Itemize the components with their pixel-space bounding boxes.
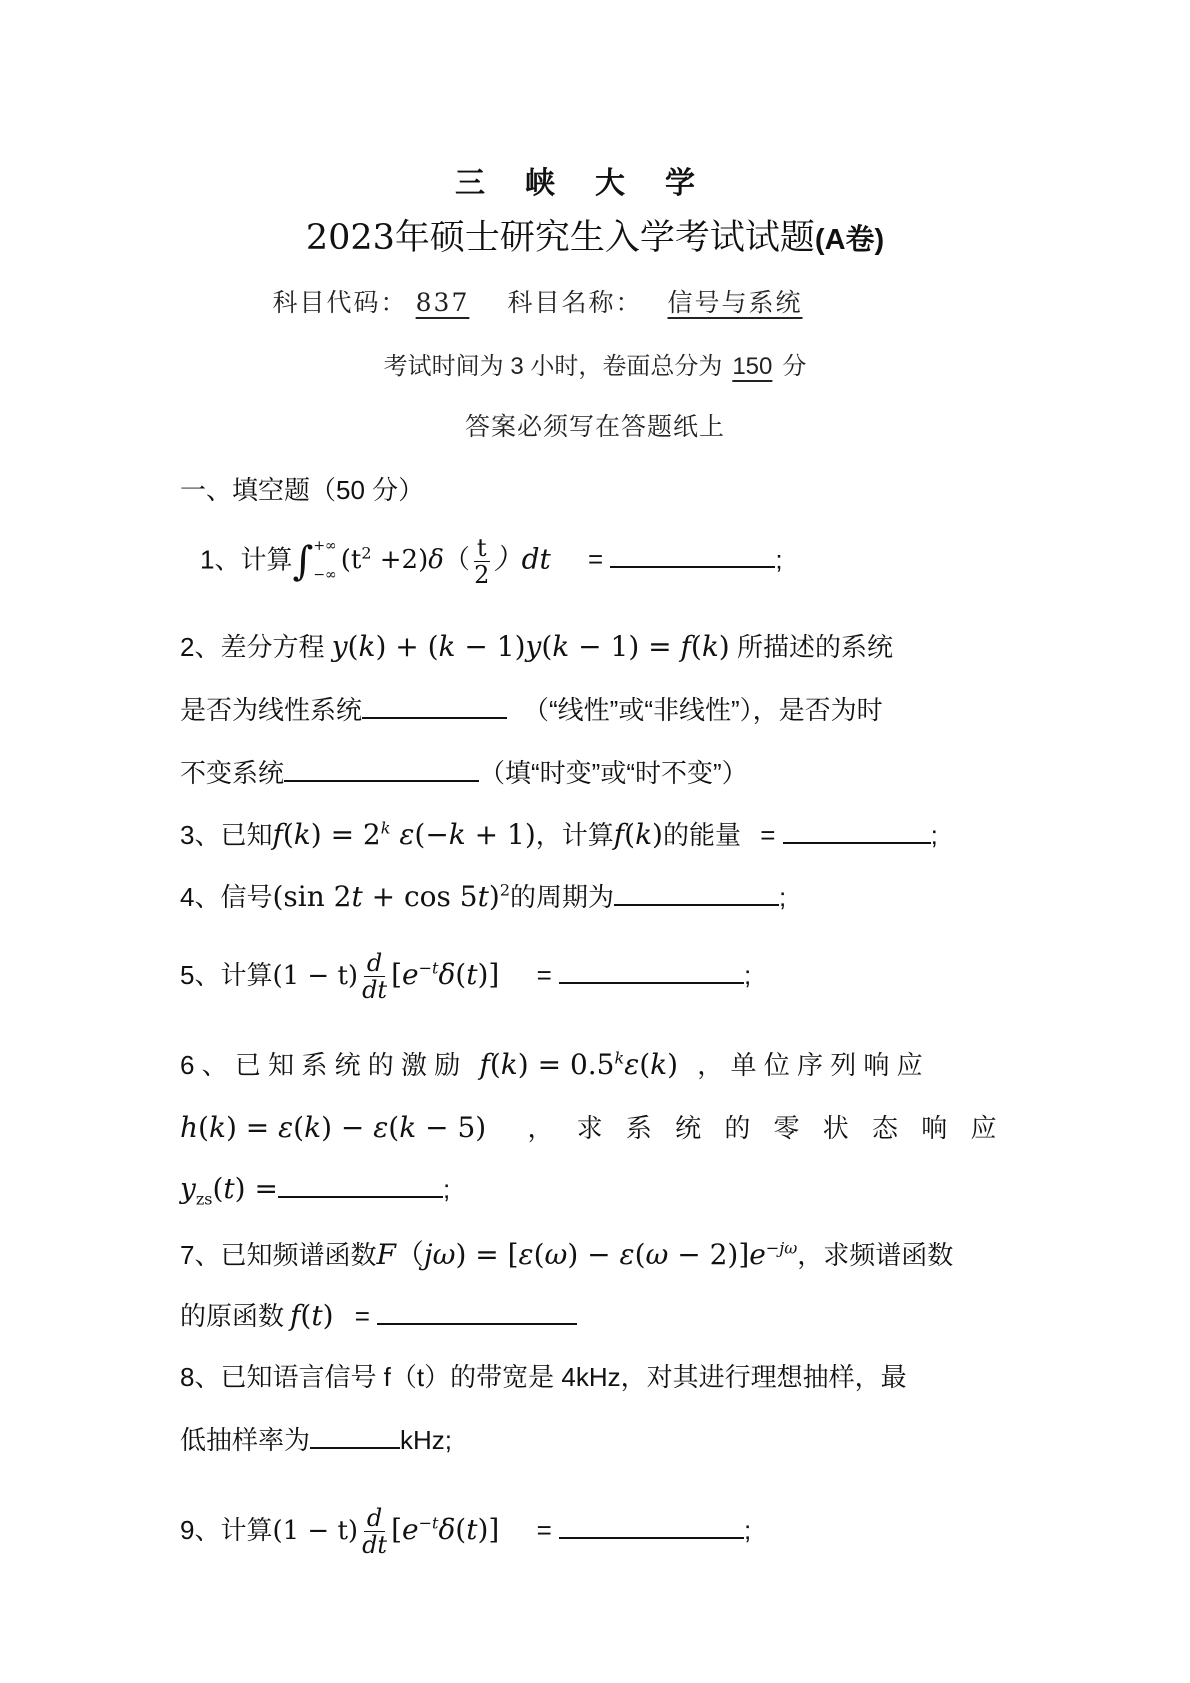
integral-limits: +∞ −∞ <box>313 538 337 584</box>
question-7 <box>180 1233 1020 1273</box>
q3-prefix: 3、已知 <box>180 820 273 850</box>
q2-suffix: 所描述的系统 <box>736 632 893 662</box>
section-heading: 一、填空题（50 分） <box>180 475 425 505</box>
q7-suffix: ，求频谱函数 <box>797 1240 954 1270</box>
q3-blank <box>783 818 931 844</box>
q6-end: ; <box>442 1174 451 1204</box>
university-name: 三峡大学 <box>455 166 735 201</box>
q7-line2-pre: 的原函数 <box>180 1301 285 1331</box>
subject-code: 837 <box>415 288 470 317</box>
total-score: 150 <box>732 353 773 380</box>
time-text-pre: 考试时间为 3 小时，卷面总分为 <box>383 353 723 380</box>
q5-factor: (1 − t) <box>272 960 359 991</box>
q8-line2-pre: 低抽样率为 <box>180 1425 311 1455</box>
q7-spectrum: $F(j\omega) = [\varepsilon(\omega) - \varepsilon(\omega - 2)]e^{-j\omega}$ <box>376 1238 798 1271</box>
q8-line2-post: kHz; <box>400 1425 453 1455</box>
q3-formula: $f(k) = 2^k$ ε(−k + 1) <box>272 818 536 851</box>
q6-yzs: $y_{zs}(t)$ = <box>180 1172 278 1209</box>
q3-end: ; <box>930 820 938 850</box>
question-8: 8、已知语言信号 f（t）的带宽是 4kHz，对其进行理想抽样，最 <box>180 1362 907 1392</box>
question-6-line3 <box>180 1172 1020 1209</box>
question-1 <box>200 532 1040 591</box>
q2-line2-post: （“线性”或“非线性”），是否为时 <box>523 695 883 725</box>
q1-equals: = <box>588 544 604 575</box>
q2-equation: y <box>331 630 348 663</box>
q4-end: ; <box>779 882 787 912</box>
time-text-post: 分 <box>782 353 807 380</box>
q9-bracket: $[e^{-t}\delta(t)]$ <box>391 1512 500 1546</box>
subject-name: 信号与系统 <box>667 288 803 317</box>
q2-line3-post: （填“时变”或“时不变”） <box>479 758 748 788</box>
question-3 <box>180 815 1020 852</box>
exam-title-main: 2023年硕士研究生入学考试试题 <box>305 218 815 258</box>
q5-end: ; <box>744 959 752 990</box>
q6-suffix: ， 单 位 序 列 响 应 <box>697 1050 923 1080</box>
q2-line2-pre: 是否为线性系统 <box>180 695 363 725</box>
subject-code-label: 科目代码： <box>272 288 408 317</box>
q9-derivative: $\frac{d}{dt}$ <box>362 1504 388 1560</box>
q1-dt: ）dt <box>493 542 551 576</box>
q2-line3-pre: 不变系统 <box>180 758 285 788</box>
q1-end: ; <box>775 544 783 575</box>
q7-ft: f(t) <box>290 1299 334 1332</box>
answer-notice: 答案必须写在答题纸上 <box>464 412 725 441</box>
q3-mid: ，计算 <box>535 820 614 850</box>
question-6-line2 <box>180 1108 1020 1145</box>
question-5 <box>180 950 1020 1004</box>
q9-end: ; <box>744 1514 752 1545</box>
q9-blank <box>559 1513 744 1539</box>
question-7-line2 <box>180 1296 1020 1333</box>
integral-sign: ∫ <box>292 538 314 585</box>
q9-equals: = <box>536 1514 552 1545</box>
q5-blank <box>559 958 744 984</box>
q5-derivative: $\frac{d}{dt}$ <box>362 949 388 1005</box>
q4-formula: (sin 2t + cos 5t)$^2$ <box>272 880 511 913</box>
q6-blank <box>278 1172 443 1198</box>
q5-bracket: $[e^{-t}\delta(t)]$ <box>391 957 500 991</box>
q4-prefix: 4、信号 <box>180 882 273 912</box>
q6-unit-response: h(k) = ε(k) − ε(k − 5) <box>180 1111 487 1144</box>
q3-suffix: 的能量 <box>662 820 741 850</box>
q9-prefix: 9、计算 <box>180 1514 273 1545</box>
question-4 <box>180 877 1020 914</box>
q9-factor: (1 − t) <box>272 1515 359 1546</box>
question-6 <box>180 1045 1020 1082</box>
q2-prefix: 2、差分方程 <box>180 632 325 662</box>
q4-blank <box>614 880 779 906</box>
q6-line2-post: ， 求 系 统 的 零 状 态 响 应 <box>527 1113 1005 1143</box>
exam-time-line <box>0 346 1190 381</box>
exam-title-suffix: (A卷) <box>814 224 885 256</box>
subject-line <box>0 283 1190 319</box>
q6-excitation: $f(k) = 0.5^k\varepsilon(k)$ <box>479 1048 679 1081</box>
question-2-line2 <box>180 690 1020 727</box>
q4-suffix: 的周期为 <box>510 882 615 912</box>
q7-blank <box>377 1299 577 1325</box>
subject-name-label: 科目名称： <box>507 288 643 317</box>
q2-linearity-blank <box>362 693 507 719</box>
q2-timevariance-blank <box>284 756 479 782</box>
q5-prefix: 5、计算 <box>180 959 273 990</box>
q1-blank <box>610 542 775 568</box>
question-2-line3 <box>180 753 1020 790</box>
q3-fk: f(k) <box>613 818 663 851</box>
q7-equals: = <box>354 1301 370 1331</box>
q1-formula: $(t^2 +2)\delta$（ <box>340 543 470 576</box>
q6-prefix: 6 、 已 知 系 统 的 激 励 <box>180 1050 461 1080</box>
q8-blank <box>310 1423 400 1449</box>
question-8-line2 <box>180 1420 1020 1457</box>
q5-equals: = <box>536 959 552 990</box>
q1-prefix: 1、计算 <box>200 544 293 575</box>
q1-fraction: $\frac{t}{2}$ <box>474 533 490 589</box>
question-9 <box>180 1505 1020 1559</box>
q3-equals: = <box>760 820 776 850</box>
question-2: 2、差分方程 y(k) + (k − 1)y(k − 1) = f(k) 所描述的系统 <box>180 630 893 663</box>
q7-prefix: 7、已知频谱函数 <box>180 1240 377 1270</box>
exam-title <box>0 210 1190 260</box>
